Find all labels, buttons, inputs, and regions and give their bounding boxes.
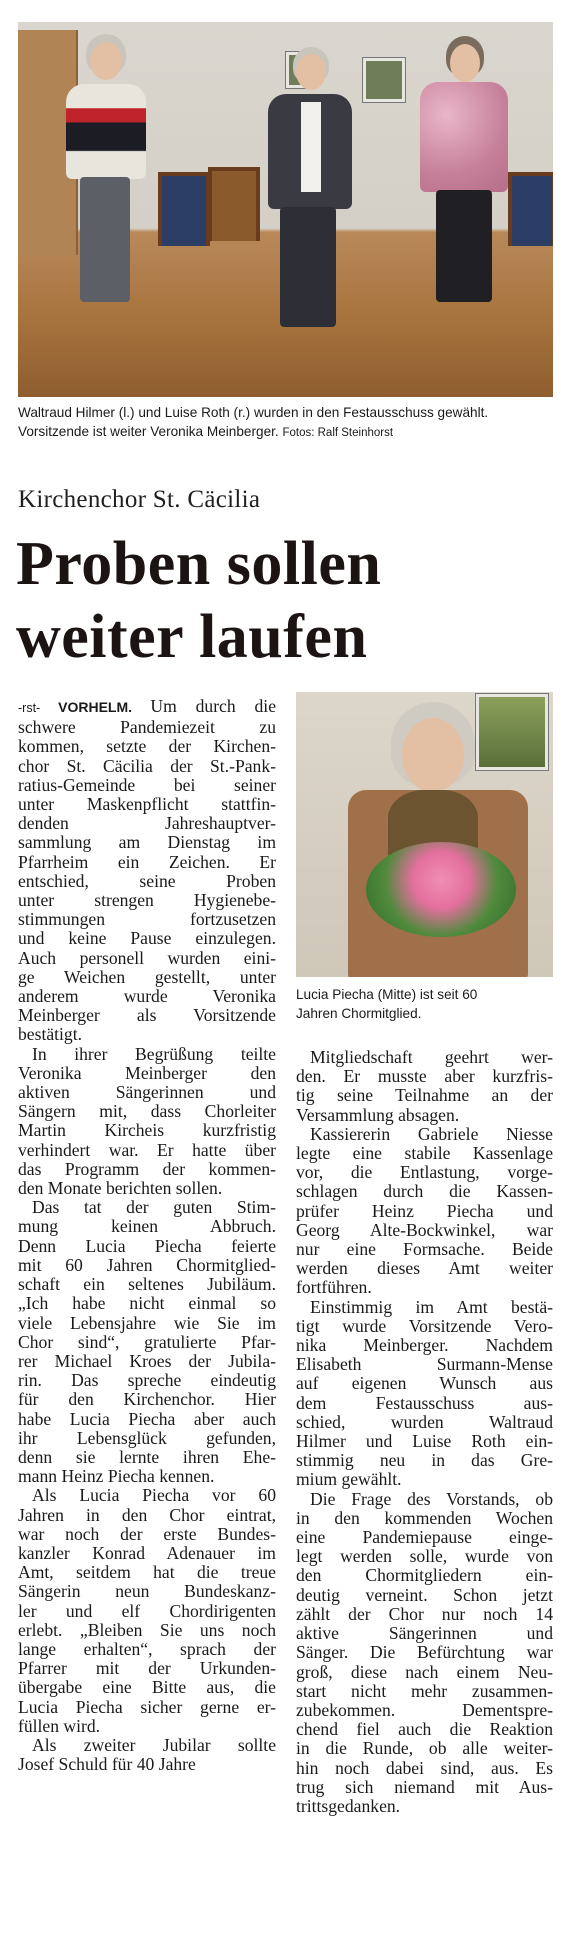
text-line: anderem wurde Veronika	[18, 986, 276, 1007]
text-line: tig seine Teilnahme an der	[296, 1085, 553, 1106]
text-line: stimmungen fortzusetzen	[18, 909, 276, 930]
chair	[208, 167, 260, 241]
text-line: aktiven Sängerinnen und	[18, 1082, 276, 1103]
paragraph	[18, 1198, 276, 1486]
article-column-2	[296, 1048, 553, 1816]
text-line: sammlung am Dienstag im	[18, 832, 276, 853]
text-line: Sänger. Die Befürchtung war	[296, 1642, 553, 1663]
text-line: ler und elf Chordirigenten	[18, 1600, 276, 1621]
text-line: habe Lucia Piecha aber auch	[18, 1408, 276, 1429]
text-line: stimmig neu in das Gre-	[296, 1450, 553, 1471]
paragraph	[296, 1298, 553, 1490]
text-line: Als Lucia Piecha vor 60	[32, 1485, 276, 1506]
text-line: und keine Pause einzulegen.	[18, 928, 276, 949]
photo-credit: Fotos: Ralf Steinhorst	[282, 427, 394, 439]
text-line: legte eine stabile Kassenlage	[296, 1143, 553, 1164]
portrait-caption	[296, 985, 553, 1023]
paragraph	[18, 1736, 276, 1774]
text-line: Denn Lucia Piecha feierte	[18, 1235, 276, 1256]
wall-picture	[363, 58, 405, 102]
line-text: Um durch die	[150, 696, 277, 716]
text-line: dem Festausschuss aus-	[296, 1392, 553, 1413]
text-line: in den kommenden Wochen	[296, 1507, 553, 1528]
text-line: Sängerin neun Bundeskanz-	[18, 1581, 276, 1602]
text-line: Das tat der guten Stim-	[32, 1197, 276, 1218]
text-line: trug sich niemand mit Aus-	[296, 1776, 553, 1797]
headline	[16, 528, 556, 674]
text-line: Jahren in den Chor eintrat,	[18, 1504, 276, 1525]
text-line: Versammlung absagen.	[296, 1104, 460, 1125]
text-line: start nicht mehr zusammen-	[296, 1680, 553, 1701]
text-line: chor St. Cäcilia der St.-Pank-	[18, 755, 276, 776]
portrait-photo	[296, 692, 553, 977]
text-line: chend fiel auch die Reaktion	[296, 1719, 553, 1740]
text-line: übergabe eine Bitte aus, die	[18, 1677, 276, 1698]
text-line: für den Kirchenchor. Hier	[18, 1389, 276, 1410]
paragraph	[296, 1048, 553, 1125]
paragraph	[18, 697, 276, 1045]
text-line: hin noch dabei sind, aus. Es	[296, 1757, 553, 1778]
headline-line: weiter laufen	[16, 603, 368, 671]
text-line: Chor sind“, gratulierte Pfar-	[18, 1331, 276, 1352]
text-line: Pfarrer mit der Urkunden-	[18, 1658, 276, 1679]
text-line: den Chormitgliedern ein-	[296, 1565, 553, 1586]
wall-picture	[476, 694, 548, 770]
text-line	[18, 697, 276, 718]
text-line: rin. Das spreche eindeutig	[18, 1370, 276, 1391]
text-line: den Monate berichten sollen.	[18, 1178, 223, 1199]
text-line: mit 60 Jahren Chormitglied-	[18, 1254, 276, 1275]
text-line: Lucia Piecha sicher gerne er-	[18, 1696, 276, 1717]
text-line: unter strengen Hygienebe-	[18, 890, 276, 911]
text-line: entschied, seine Proben	[18, 870, 276, 891]
text-line: kanzler Konrad Adenauer im	[18, 1542, 276, 1563]
text-line: verhindert war. Er hatte über	[18, 1139, 276, 1160]
text-line: den. Er musste aber kurzfris-	[296, 1066, 553, 1087]
caption-line: Jahren Chormitglied.	[296, 1006, 422, 1021]
text-line: trittsgedanken.	[296, 1795, 401, 1816]
text-line: ge Weichen gestellt, unter	[18, 966, 276, 987]
text-line: zubekommen. Dementspre-	[296, 1699, 553, 1720]
group-photo	[18, 22, 553, 397]
text-line: Amt, seitdem hat die treue	[18, 1562, 276, 1583]
text-line: ratius-Gemeinde bei seiner	[18, 774, 276, 795]
chair	[158, 172, 210, 246]
text-line: unter Maskenpflicht stattfin-	[18, 794, 276, 815]
text-line: Sängern mit, dass Chorleiter	[18, 1101, 276, 1122]
text-line: viele Lebensjahre wie Sie im	[18, 1312, 276, 1333]
text-line: schied, wurden Waltraud	[296, 1411, 553, 1432]
text-line: Meinberger als Vorsitzende	[18, 1005, 276, 1026]
text-line: zählt der Chor nur noch 14	[296, 1603, 553, 1624]
text-line: Veronika Meinberger den	[18, 1062, 276, 1083]
text-line: Als zweiter Jubilar sollte	[32, 1734, 276, 1755]
text-line: Martin Kircheis kurzfristig	[18, 1120, 276, 1141]
text-line: lange erhalten“, sprach der	[18, 1638, 276, 1659]
text-line: legt werden solle, wurde von	[296, 1546, 553, 1567]
text-line: Auch personell wurden eini-	[18, 947, 276, 968]
text-line: Pfarrheim ein Zeichen. Er	[18, 851, 276, 872]
paragraph	[296, 1490, 553, 1816]
text-line: „Ich habe nicht einmal so	[18, 1293, 276, 1314]
text-line: erlebt. „Bleiben Sie uns noch	[18, 1619, 276, 1640]
text-line: tigt wurde Vorsitzende Vero-	[296, 1315, 553, 1336]
text-line: auf eigenen Wunsch aus	[296, 1373, 553, 1394]
text-line: schlagen durch die Kassen-	[296, 1181, 553, 1202]
text-line: prüfer Heinz Piecha und	[296, 1200, 553, 1221]
text-line: Georg Alte-Bockwinkel, war	[296, 1219, 553, 1240]
text-line: mium gewählt.	[296, 1469, 402, 1490]
text-line: Josef Schuld für 40 Jahre	[18, 1754, 196, 1775]
text-line: schwere Pandemiezeit zu	[18, 717, 276, 738]
face	[402, 718, 464, 792]
text-line: denden Jahreshauptver-	[18, 813, 276, 834]
text-line: war noch der erste Bundes-	[18, 1523, 276, 1544]
text-line: deutig verneint. Schon jetzt	[296, 1584, 553, 1605]
text-line: Einstimmig im Amt bestä-	[310, 1296, 553, 1317]
text-line: rer Michael Kroes der Jubila-	[18, 1350, 276, 1371]
paragraph	[18, 1486, 276, 1736]
text-line: nur eine Formsache. Beide	[296, 1239, 553, 1260]
text-line: Mitgliedschaft geehrt wer-	[310, 1047, 553, 1067]
headline-line: Proben sollen	[16, 530, 382, 598]
text-line: nika Meinberger. Nachdem	[296, 1335, 553, 1356]
text-line: eine Pandemiepause einge-	[296, 1527, 553, 1548]
text-line: werden dieses Amt weiter	[296, 1258, 553, 1279]
paragraph	[18, 1045, 276, 1199]
text-line: das Programm der kommen-	[18, 1158, 276, 1179]
text-line: In ihrer Begrüßung teilte	[32, 1043, 276, 1064]
text-line: Die Frage des Vorstands, ob	[310, 1488, 553, 1509]
text-line: Hilmer und Luise Roth ein-	[296, 1431, 553, 1452]
text-line: schaft ein seltenes Jubiläum.	[18, 1274, 276, 1295]
text-line: Elisabeth Surmann-Mense	[296, 1354, 553, 1375]
text-line: mung keinen Abbruch.	[18, 1216, 276, 1237]
text-line: denn sie lernte ihren Ehe-	[18, 1446, 276, 1467]
kicker: Kirchenchor St. Cäcilia	[18, 486, 261, 513]
text-line: füllen wird.	[18, 1715, 101, 1736]
text-line: in die Runde, ob alle weiter-	[296, 1738, 553, 1759]
caption-text: Waltraud Hilmer (l.) und Luise Roth (r.) wurden in den Festausschuss gewählt. Vorsitzende ist weiter Veronika Meinberger.	[18, 405, 489, 439]
caption-line: Lucia Piecha (Mitte) ist seit 60	[296, 987, 478, 1002]
text-line: Kassiererin Gabriele Niesse	[310, 1123, 553, 1144]
byline: -rst-	[18, 701, 59, 715]
text-line: vor, die Entlastung, vorge-	[296, 1162, 553, 1183]
text-line: mann Heinz Piecha kennen.	[18, 1466, 215, 1487]
text-line: ihr Lebensglück gefunden,	[18, 1427, 276, 1448]
text-line: fortführen.	[296, 1277, 372, 1298]
chair	[508, 172, 553, 246]
text-line: kommen, setzte der Kirchen-	[18, 736, 276, 757]
text-line: aktive Sängerinnen und	[296, 1623, 553, 1644]
dateline: VORHELM.	[58, 699, 151, 715]
text-line: bestätigt.	[18, 1024, 83, 1045]
paragraph	[296, 1125, 553, 1298]
photo-caption	[18, 403, 556, 443]
flower-bouquet	[366, 842, 516, 937]
text-line: groß, diese nach einem Neu-	[296, 1661, 553, 1682]
article-column-1	[18, 697, 276, 1774]
